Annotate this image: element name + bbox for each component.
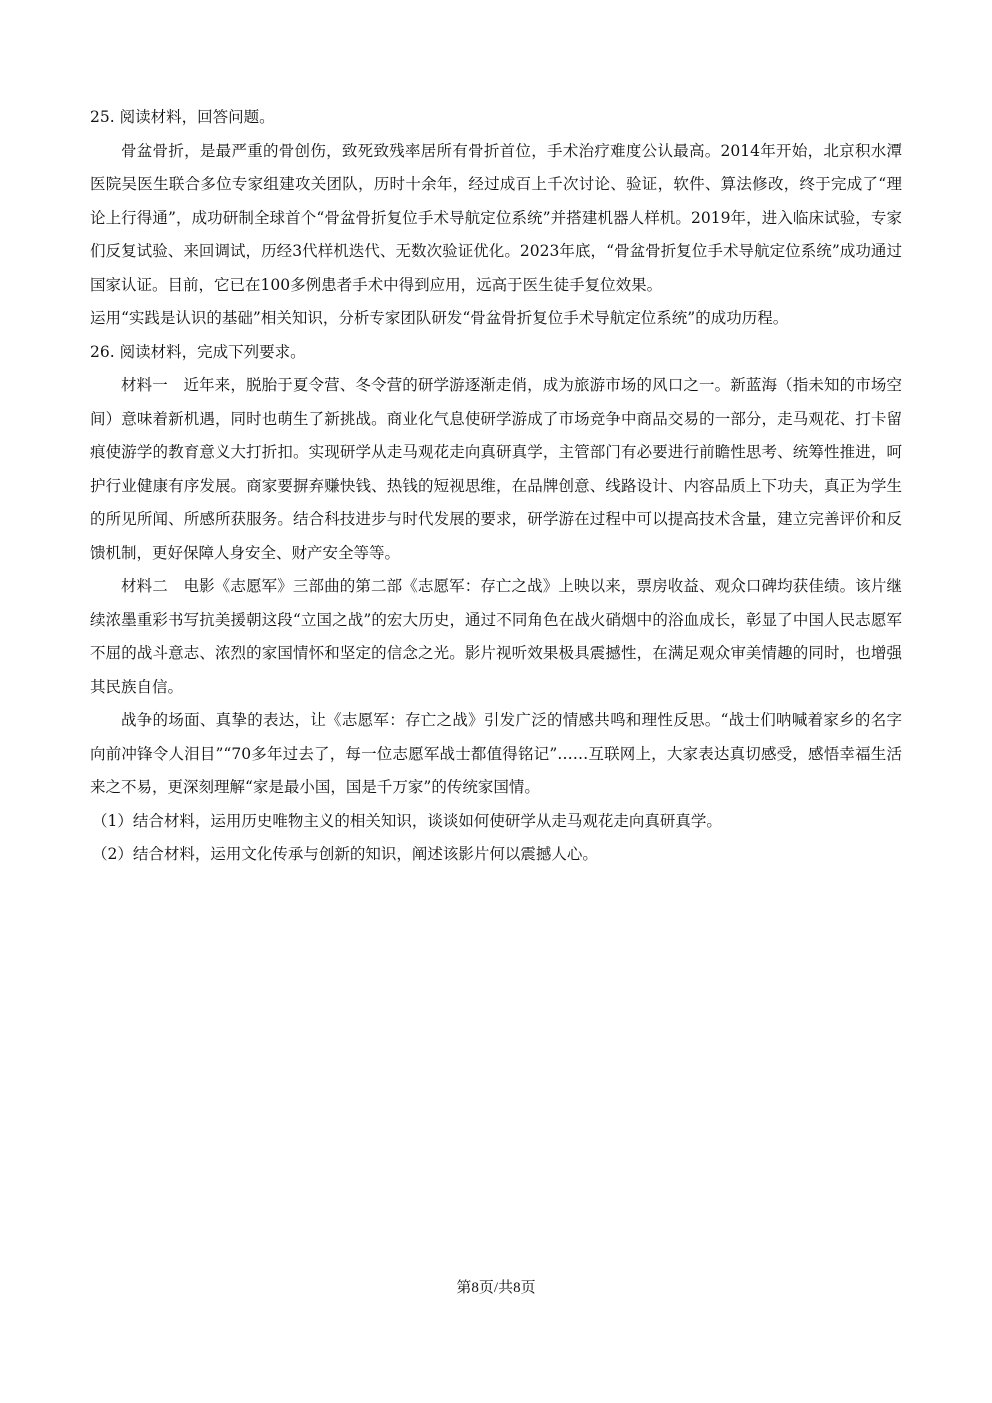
q26-heading: 26. 阅读材料，完成下列要求。 [90,342,306,361]
page-footer: 第8页/共8页 [456,1280,536,1296]
q25-passage: 骨盆骨折，是最严重的骨创伤，致死致残率居所有骨折首位，手术治疗难度公认最高。2014年开始，北京积水潭医院吴医生联合多位专家组建攻关团队，历时十余年，经过成百上千次讨论、验证，软件、算法修改，终于完成了“理论上行得通”，成功研制全球首个“骨盆骨折复位手术导航定位系统”并搭建机器人样机。2019年，进入临床试验，专家们反复试验、来回调试，历经3代样机迭代、无数次验证优化。2023年底，“骨盆骨折复位手术导航定位系统”成功通过国家认证。目前，它已在100多例患者手术中得到应用，远高于医生徒手复位效果。 [90,141,902,294]
q26-material-two-continued: 战争的场面、真挚的表达，让《志愿军：存亡之战》引发广泛的情感共鸣和理性反思。“战士们呐喊着家乡的名字向前冲锋令人泪目”“70多年过去了，每一位志愿军战士都值得铭记”……互联网上，大家表达真切感受，感悟幸福生活来之不易，更深刻理解“家是最小国，国是千万家”的传统家国情。 [90,711,902,796]
q26-subquestion-2: （2）结合材料，运用文化传承与创新的知识，阐述该影片何以震撼人心。 [92,845,598,863]
page-content [90,101,902,872]
q26-material-one: 材料一 近年来，脱胎于夏令营、冬令营的研学游逐渐走俏，成为旅游市场的风口之一。新蓝海（指未知的市场空间）意味着新机遇，同时也萌生了新挑战。商业化气息使研学游成了市场竞争中商品交易的一部分，走马观花、打卡留痕使游学的教育意义大打折扣。实现研学从走马观花走向真研真学，主管部门有必要进行前瞻性思考、统筹性推进，呵护行业健康有序发展。商家要摒弃赚快钱、热钱的短视思维，在品牌创意、线路设计、内容品质上下功夫，真正为学生的所见所闻、所感所获服务。结合科技进步与时代发展的要求，研学游在过程中可以提高技术含量，建立完善评价和反馈机制，更好保障人身安全、财产安全等等。 [90,376,902,562]
q26-material-two: 材料二 电影《志愿军》三部曲的第二部《志愿军：存亡之战》上映以来，票房收益、观众口碑均获佳绩。该片继续浓墨重彩书写抗美援朝这段“立国之战”的宏大历史，通过不同角色在战火硝烟中的浴血成长，彰显了中国人民志愿军不屈的战斗意志、浓烈的家国情怀和坚定的信念之光。影片视听效果极具震撼性，在满足观众审美情趣的同时，也增强其民族自信。 [90,577,902,696]
q26-subquestion-1: （1）结合材料，运用历史唯物主义的相关知识，谈谈如何使研学从走马观花走向真研真学。 [92,811,722,830]
q25-question: 运用“实践是认识的基础”相关知识，分析专家团队研发“骨盆骨折复位手术导航定位系统”的成功历程。 [90,309,789,327]
q25-heading: 25. 阅读材料，回答问题。 [90,108,275,126]
